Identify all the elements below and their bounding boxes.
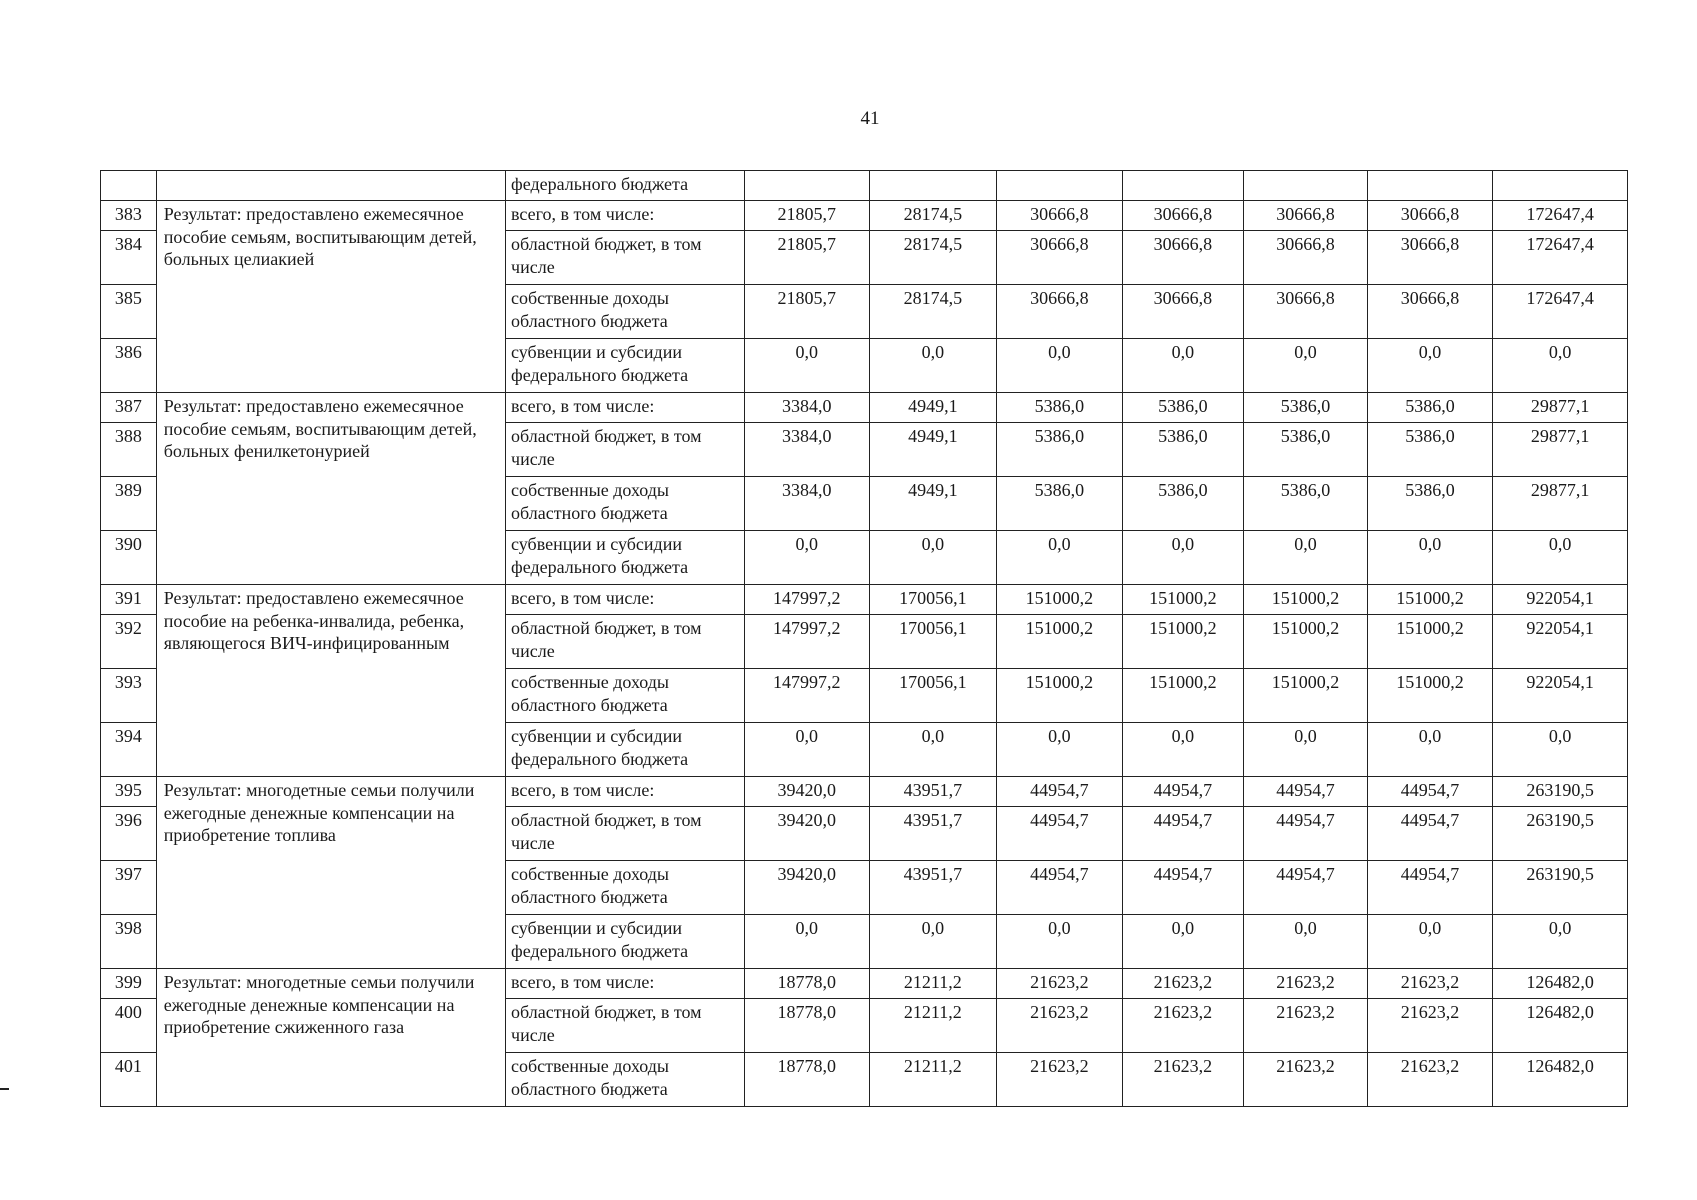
value-cell: 151000,2 (1122, 669, 1244, 723)
table-row (101, 393, 1628, 423)
total-value-cell: 29877,1 (1493, 423, 1628, 477)
funding-source-cell: всего, в том числе: (506, 777, 745, 807)
result-cell (156, 171, 505, 201)
value-cell: 30666,8 (997, 201, 1123, 231)
value-cell: 5386,0 (997, 393, 1123, 423)
value-cell: 0,0 (1367, 339, 1493, 393)
value-cell: 21211,2 (869, 969, 997, 999)
value-cell: 5386,0 (1122, 393, 1244, 423)
funding-source-cell: всего, в том числе: (506, 201, 745, 231)
funding-source-cell: субвенции и субсидии федерального бюджета (506, 339, 745, 393)
value-cell: 0,0 (1244, 531, 1368, 585)
row-number-cell: 395 (101, 777, 157, 807)
row-number-cell: 388 (101, 423, 157, 477)
value-cell: 5386,0 (1122, 423, 1244, 477)
value-cell: 44954,7 (1122, 777, 1244, 807)
value-cell: 0,0 (1122, 531, 1244, 585)
value-cell: 5386,0 (1244, 423, 1368, 477)
row-number-cell: 383 (101, 201, 157, 231)
value-cell: 30666,8 (1244, 285, 1368, 339)
row-number-cell: 396 (101, 807, 157, 861)
value-cell: 0,0 (1244, 339, 1368, 393)
value-cell: 44954,7 (1244, 861, 1368, 915)
value-cell: 44954,7 (997, 777, 1123, 807)
value-cell: 151000,2 (1367, 669, 1493, 723)
value-cell: 44954,7 (1122, 861, 1244, 915)
value-cell: 21623,2 (1367, 1053, 1493, 1107)
value-cell: 151000,2 (1244, 615, 1368, 669)
total-value-cell (1493, 171, 1628, 201)
value-cell: 44954,7 (1122, 807, 1244, 861)
value-cell: 44954,7 (1244, 807, 1368, 861)
value-cell: 30666,8 (1244, 201, 1368, 231)
value-cell: 30666,8 (1367, 231, 1493, 285)
total-value-cell: 29877,1 (1493, 477, 1628, 531)
value-cell: 30666,8 (1122, 231, 1244, 285)
funding-source-cell: собственные доходы областного бюджета (506, 477, 745, 531)
total-value-cell: 172647,4 (1493, 285, 1628, 339)
funding-source-cell: собственные доходы областного бюджета (506, 669, 745, 723)
value-cell: 44954,7 (997, 861, 1123, 915)
total-value-cell: 29877,1 (1493, 393, 1628, 423)
value-cell: 5386,0 (1367, 423, 1493, 477)
table-row (101, 585, 1628, 615)
table-row-continuation (101, 171, 1628, 201)
value-cell: 0,0 (1244, 723, 1368, 777)
value-cell: 21623,2 (1122, 969, 1244, 999)
value-cell: 147997,2 (745, 585, 870, 615)
value-cell: 4949,1 (869, 477, 997, 531)
table-row (101, 777, 1628, 807)
row-number-cell: 401 (101, 1053, 157, 1107)
funding-source-cell: областной бюджет, в том числе (506, 423, 745, 477)
value-cell (869, 171, 997, 201)
total-value-cell: 172647,4 (1493, 231, 1628, 285)
total-value-cell: 0,0 (1493, 531, 1628, 585)
total-value-cell: 263190,5 (1493, 777, 1628, 807)
value-cell: 0,0 (1122, 915, 1244, 969)
value-cell: 4949,1 (869, 423, 997, 477)
value-cell: 21623,2 (997, 1053, 1123, 1107)
value-cell: 151000,2 (1122, 615, 1244, 669)
value-cell: 5386,0 (1244, 477, 1368, 531)
value-cell: 3384,0 (745, 423, 870, 477)
value-cell: 151000,2 (1122, 585, 1244, 615)
value-cell (1367, 171, 1493, 201)
value-cell: 30666,8 (1122, 201, 1244, 231)
row-number-cell: 397 (101, 861, 157, 915)
value-cell: 4949,1 (869, 393, 997, 423)
value-cell: 21623,2 (997, 999, 1123, 1053)
value-cell: 0,0 (1367, 915, 1493, 969)
value-cell: 30666,8 (1244, 231, 1368, 285)
value-cell: 30666,8 (997, 285, 1123, 339)
value-cell: 44954,7 (1244, 777, 1368, 807)
total-value-cell: 126482,0 (1493, 1053, 1628, 1107)
value-cell: 0,0 (869, 531, 997, 585)
funding-source-cell: субвенции и субсидии федерального бюджета (506, 723, 745, 777)
value-cell: 147997,2 (745, 615, 870, 669)
value-cell: 28174,5 (869, 231, 997, 285)
value-cell: 18778,0 (745, 1053, 870, 1107)
value-cell: 18778,0 (745, 999, 870, 1053)
funding-source-cell: областной бюджет, в том числе (506, 615, 745, 669)
value-cell: 0,0 (997, 339, 1123, 393)
value-cell: 147997,2 (745, 669, 870, 723)
value-cell: 44954,7 (1367, 807, 1493, 861)
value-cell: 44954,7 (1367, 777, 1493, 807)
value-cell: 39420,0 (745, 777, 870, 807)
funding-source-cell: областной бюджет, в том числе (506, 999, 745, 1053)
value-cell: 0,0 (1122, 339, 1244, 393)
total-value-cell: 263190,5 (1493, 807, 1628, 861)
funding-source-cell: всего, в том числе: (506, 969, 745, 999)
value-cell: 151000,2 (997, 585, 1123, 615)
row-number-cell: 393 (101, 669, 157, 723)
funding-source-cell: всего, в том числе: (506, 393, 745, 423)
result-description-cell: Результат: предоставлено ежемесячное пособие на ребенка-инвалида, ребенка, являющегося ВИЧ-инфицированным (156, 585, 505, 777)
value-cell: 30666,8 (997, 231, 1123, 285)
funding-source-cell: собственные доходы областного бюджета (506, 285, 745, 339)
funding-source-cell: областной бюджет, в том числе (506, 807, 745, 861)
value-cell: 151000,2 (1244, 585, 1368, 615)
value-cell: 151000,2 (1244, 669, 1368, 723)
total-value-cell: 922054,1 (1493, 615, 1628, 669)
value-cell: 0,0 (1244, 915, 1368, 969)
value-cell: 21623,2 (1122, 999, 1244, 1053)
value-cell: 21211,2 (869, 1053, 997, 1107)
total-value-cell: 263190,5 (1493, 861, 1628, 915)
value-cell: 0,0 (1367, 723, 1493, 777)
value-cell (745, 171, 870, 201)
funding-source-cell: всего, в том числе: (506, 585, 745, 615)
value-cell: 0,0 (745, 339, 870, 393)
total-value-cell: 922054,1 (1493, 585, 1628, 615)
value-cell: 151000,2 (997, 669, 1123, 723)
result-description-cell: Результат: предоставлено ежемесячное пособие семьям, воспитывающим детей, больных целиакией (156, 201, 505, 393)
value-cell: 43951,7 (869, 861, 997, 915)
value-cell: 44954,7 (1367, 861, 1493, 915)
row-number-cell: 398 (101, 915, 157, 969)
value-cell: 170056,1 (869, 669, 997, 723)
row-number-cell: 392 (101, 615, 157, 669)
value-cell: 21211,2 (869, 999, 997, 1053)
value-cell: 3384,0 (745, 477, 870, 531)
value-cell: 151000,2 (1367, 585, 1493, 615)
value-cell: 44954,7 (997, 807, 1123, 861)
row-number-cell (101, 171, 157, 201)
value-cell: 21623,2 (1244, 999, 1368, 1053)
value-cell: 0,0 (745, 723, 870, 777)
scan-edge-mark (0, 1088, 9, 1090)
total-value-cell: 0,0 (1493, 915, 1628, 969)
value-cell: 151000,2 (1367, 615, 1493, 669)
funding-source-cell: собственные доходы областного бюджета (506, 1053, 745, 1107)
value-cell: 21623,2 (1244, 969, 1368, 999)
value-cell: 5386,0 (1122, 477, 1244, 531)
value-cell: 0,0 (1367, 531, 1493, 585)
row-number-cell: 394 (101, 723, 157, 777)
value-cell: 28174,5 (869, 285, 997, 339)
row-number-cell: 400 (101, 999, 157, 1053)
funding-source-cell: субвенции и субсидии федерального бюджета (506, 531, 745, 585)
budget-table (100, 170, 1628, 1107)
value-cell: 21805,7 (745, 285, 870, 339)
value-cell: 0,0 (997, 531, 1123, 585)
value-cell: 30666,8 (1122, 285, 1244, 339)
funding-source-cell: субвенции и субсидии федерального бюджета (506, 915, 745, 969)
row-number-cell: 387 (101, 393, 157, 423)
page-number: 41 (860, 108, 880, 129)
value-cell: 0,0 (869, 915, 997, 969)
value-cell: 5386,0 (1367, 477, 1493, 531)
funding-source-cell: собственные доходы областного бюджета (506, 861, 745, 915)
funding-source-cell: федерального бюджета (506, 171, 745, 201)
value-cell: 21623,2 (1244, 1053, 1368, 1107)
value-cell: 21805,7 (745, 231, 870, 285)
value-cell: 170056,1 (869, 585, 997, 615)
row-number-cell: 386 (101, 339, 157, 393)
value-cell: 43951,7 (869, 777, 997, 807)
value-cell (997, 171, 1123, 201)
value-cell: 30666,8 (1367, 285, 1493, 339)
row-number-cell: 389 (101, 477, 157, 531)
table-row (101, 201, 1628, 231)
table-row (101, 969, 1628, 999)
result-description-cell: Результат: предоставлено ежемесячное пособие семьям, воспитывающим детей, больных фенилкетонурией (156, 393, 505, 585)
total-value-cell: 922054,1 (1493, 669, 1628, 723)
value-cell: 170056,1 (869, 615, 997, 669)
row-number-cell: 391 (101, 585, 157, 615)
value-cell: 3384,0 (745, 393, 870, 423)
table-body (101, 171, 1628, 1107)
value-cell: 0,0 (1122, 723, 1244, 777)
result-description-cell: Результат: многодетные семьи получили ежегодные денежные компенсации на приобретение сжиженного газа (156, 969, 505, 1107)
row-number-cell: 385 (101, 285, 157, 339)
total-value-cell: 126482,0 (1493, 999, 1628, 1053)
value-cell: 21623,2 (997, 969, 1123, 999)
value-cell: 5386,0 (997, 423, 1123, 477)
value-cell: 28174,5 (869, 201, 997, 231)
row-number-cell: 399 (101, 969, 157, 999)
value-cell: 5386,0 (997, 477, 1123, 531)
result-description-cell: Результат: многодетные семьи получили ежегодные денежные компенсации на приобретение топлива (156, 777, 505, 969)
value-cell: 21805,7 (745, 201, 870, 231)
funding-source-cell: областной бюджет, в том числе (506, 231, 745, 285)
value-cell: 39420,0 (745, 861, 870, 915)
value-cell: 30666,8 (1367, 201, 1493, 231)
value-cell: 18778,0 (745, 969, 870, 999)
row-number-cell: 390 (101, 531, 157, 585)
value-cell: 151000,2 (997, 615, 1123, 669)
value-cell: 5386,0 (1367, 393, 1493, 423)
value-cell: 43951,7 (869, 807, 997, 861)
value-cell: 21623,2 (1367, 999, 1493, 1053)
value-cell (1244, 171, 1368, 201)
value-cell: 39420,0 (745, 807, 870, 861)
row-number-cell: 384 (101, 231, 157, 285)
value-cell (1122, 171, 1244, 201)
total-value-cell: 172647,4 (1493, 201, 1628, 231)
value-cell: 21623,2 (1122, 1053, 1244, 1107)
value-cell: 0,0 (745, 531, 870, 585)
value-cell: 0,0 (997, 915, 1123, 969)
value-cell: 0,0 (869, 339, 997, 393)
value-cell: 5386,0 (1244, 393, 1368, 423)
value-cell: 0,0 (745, 915, 870, 969)
value-cell: 21623,2 (1367, 969, 1493, 999)
total-value-cell: 0,0 (1493, 339, 1628, 393)
total-value-cell: 126482,0 (1493, 969, 1628, 999)
total-value-cell: 0,0 (1493, 723, 1628, 777)
value-cell: 0,0 (997, 723, 1123, 777)
value-cell: 0,0 (869, 723, 997, 777)
